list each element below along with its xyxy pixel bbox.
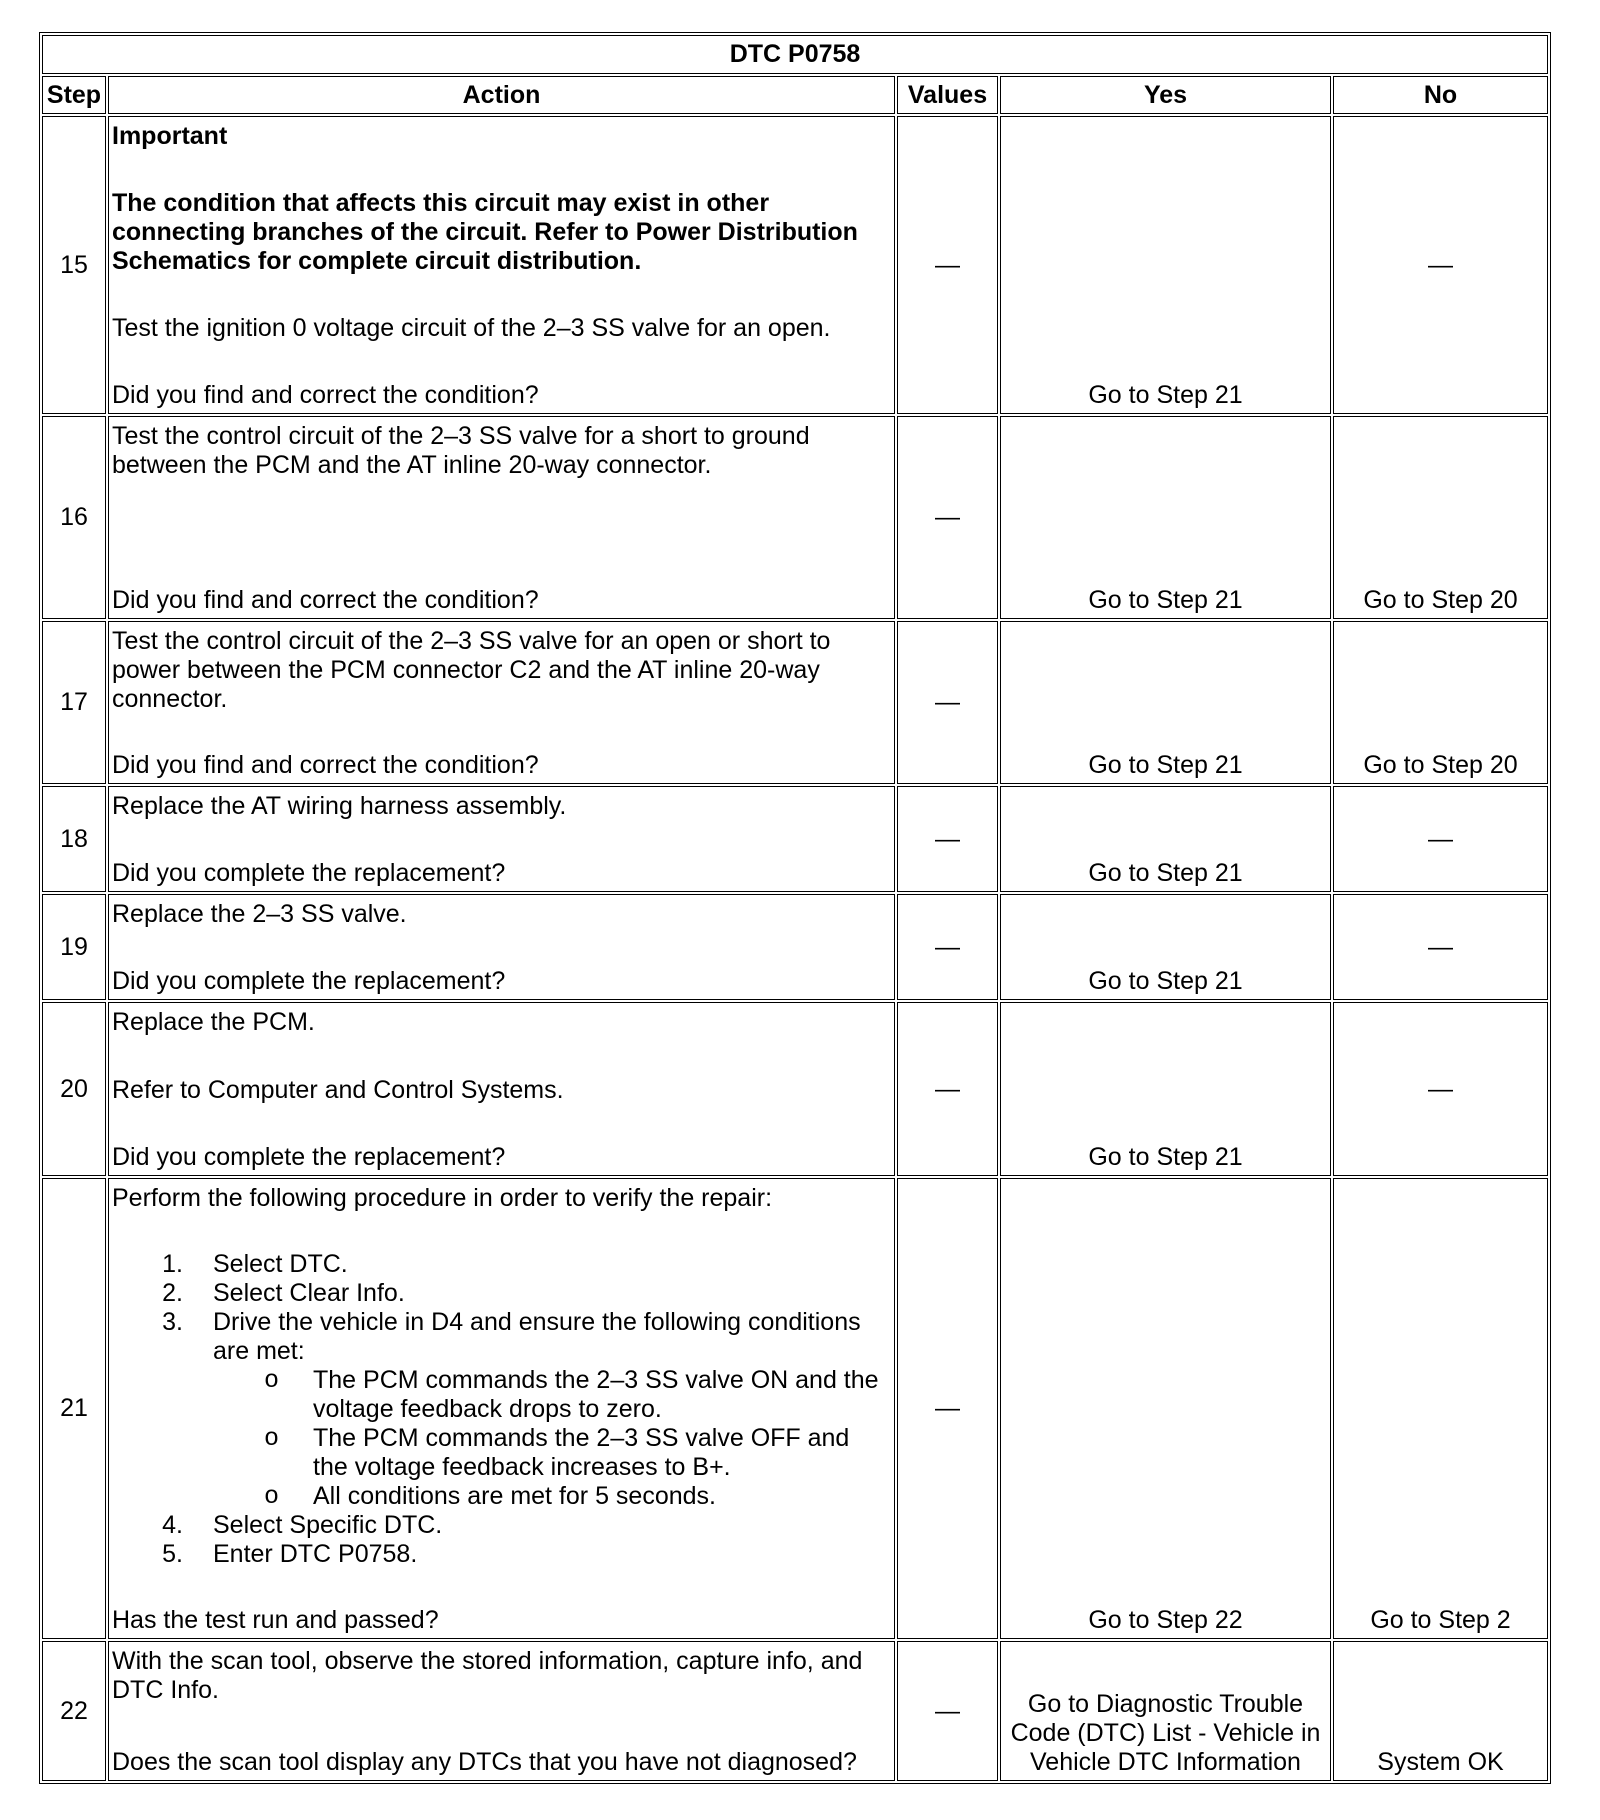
procedure-step	[112, 1511, 891, 1540]
header-action: Action	[108, 76, 895, 114]
row-19-action	[108, 894, 895, 1000]
action-text: Test the control circuit of the 2–3 SS valve for a short to ground between the PCM and the AT inline 20-way connector.	[112, 422, 810, 479]
row-17-no	[1333, 621, 1548, 784]
action-text: Refer to Computer and Control Systems.	[112, 1075, 564, 1104]
action-question: Did you complete the replacement?	[112, 859, 506, 887]
row-15-no: —	[1333, 116, 1548, 414]
bullet-icon: o	[264, 1424, 280, 1453]
row-18-yes	[1000, 786, 1331, 892]
action-text: Replace the PCM.	[112, 1008, 315, 1036]
row-16-values: —	[897, 416, 998, 619]
row-15-action	[108, 116, 895, 414]
row-16-yes-text: Go to Step 21	[1088, 586, 1243, 614]
row-19-yes-text: Go to Step 21	[1088, 967, 1243, 995]
action-text: With the scan tool, observe the stored information, capture info, and DTC Info.	[112, 1647, 863, 1704]
row-22-yes-text: Go to Diagnostic Trouble Code (DTC) List - Vehicle in Vehicle DTC Information	[1010, 1690, 1321, 1776]
row-17-action	[108, 621, 895, 784]
row-20-yes	[1000, 1002, 1331, 1176]
row-18-yes-text: Go to Step 21	[1088, 859, 1243, 887]
row-21-yes-text: Go to Step 22	[1088, 1606, 1243, 1634]
procedure-step	[112, 1279, 891, 1308]
procedure-step-number: 5.	[162, 1540, 183, 1568]
action-question: Did you complete the replacement?	[112, 1143, 506, 1171]
action-question: Did you find and correct the condition?	[112, 586, 539, 614]
header-yes: Yes	[1000, 76, 1331, 114]
row-22-no-text: System OK	[1377, 1748, 1504, 1776]
action-question: Does the scan tool display any DTCs that you have not diagnosed?	[112, 1748, 857, 1776]
action-question: Did you find and correct the condition?	[112, 381, 539, 409]
row-17-step: 17	[42, 621, 106, 784]
header-step: Step	[42, 76, 106, 114]
procedure-step-number: 1.	[162, 1250, 183, 1278]
condition-item	[213, 1366, 891, 1424]
condition-text: All conditions are met for 5 seconds.	[313, 1482, 716, 1510]
row-18-step: 18	[42, 786, 106, 892]
row-21-no-text: Go to Step 2	[1370, 1606, 1511, 1634]
condition-text: The PCM commands the 2–3 SS valve ON and the voltage feedback drops to zero.	[313, 1366, 879, 1423]
row-17-yes	[1000, 621, 1331, 784]
procedure-list	[112, 1250, 891, 1569]
dtc-table	[39, 32, 1551, 1784]
procedure-step-text: Select DTC.	[213, 1250, 348, 1278]
row-18-no: —	[1333, 786, 1548, 892]
action-text: Test the control circuit of the 2–3 SS valve for an open or short to power between the PCM connector C2 and the AT inline 20-way connector.	[112, 627, 831, 713]
row-19-yes	[1000, 894, 1331, 1000]
procedure-step	[112, 1308, 891, 1511]
action-text: Replace the 2–3 SS valve.	[112, 900, 407, 928]
row-15-yes-text: Go to Step 21	[1088, 381, 1243, 409]
row-20-no: —	[1333, 1002, 1548, 1176]
table-title-text: DTC P0758	[729, 40, 861, 68]
procedure-step-number: 4.	[162, 1511, 183, 1539]
row-22-action	[108, 1641, 895, 1781]
procedure-step-text: Enter DTC P0758.	[213, 1540, 418, 1568]
row-20-yes-text: Go to Step 21	[1088, 1143, 1243, 1171]
row-16-no-text: Go to Step 20	[1363, 586, 1518, 614]
row-20-step: 20	[42, 1002, 106, 1176]
row-21-values: —	[897, 1178, 998, 1639]
bullet-icon: o	[264, 1482, 280, 1511]
row-16-no	[1333, 416, 1548, 619]
important-label: Important	[112, 122, 228, 150]
row-17-values: —	[897, 621, 998, 784]
procedure-step	[112, 1540, 891, 1569]
row-22-no	[1333, 1641, 1548, 1781]
procedure-step-text: Select Clear Info.	[213, 1279, 405, 1307]
action-text: Replace the AT wiring harness assembly.	[112, 792, 567, 820]
procedure-step-text: Drive the vehicle in D4 and ensure the following conditions are met:	[213, 1308, 861, 1365]
action-text: Perform the following procedure in order to verify the repair:	[112, 1184, 773, 1212]
procedure-step-number: 3.	[162, 1308, 183, 1336]
row-19-step: 19	[42, 894, 106, 1000]
condition-text: The PCM commands the 2–3 SS valve OFF and the voltage feedback increases to B+.	[313, 1424, 850, 1481]
row-15-step: 15	[42, 116, 106, 414]
condition-list	[213, 1366, 891, 1511]
important-note: The condition that affects this circuit may exist in other connecting branches of the circuit. Refer to Power Distribution Schematics for complete circuit distribution.	[112, 189, 858, 275]
action-question: Did you complete the replacement?	[112, 967, 506, 995]
row-16-yes	[1000, 416, 1331, 619]
header-no: No	[1333, 76, 1548, 114]
row-18-values: —	[897, 786, 998, 892]
row-21-no	[1333, 1178, 1548, 1639]
action-text: Test the ignition 0 voltage circuit of the 2–3 SS valve for an open.	[112, 314, 831, 342]
row-22-step: 22	[42, 1641, 106, 1781]
row-22-values: —	[897, 1641, 998, 1781]
row-16-step: 16	[42, 416, 106, 619]
condition-item	[213, 1482, 891, 1511]
row-17-no-text: Go to Step 20	[1363, 751, 1518, 779]
bullet-icon: o	[264, 1366, 280, 1395]
row-21-action	[108, 1178, 895, 1639]
row-21-step: 21	[42, 1178, 106, 1639]
procedure-step	[112, 1250, 891, 1279]
table-title	[42, 35, 1548, 74]
header-values: Values	[897, 76, 998, 114]
row-15-values: —	[897, 116, 998, 414]
row-19-values: —	[897, 894, 998, 1000]
procedure-step-number: 2.	[162, 1279, 183, 1307]
row-22-yes	[1000, 1641, 1331, 1781]
row-18-action	[108, 786, 895, 892]
condition-item	[213, 1424, 891, 1482]
row-21-yes	[1000, 1178, 1331, 1639]
action-question: Did you find and correct the condition?	[112, 751, 539, 779]
row-19-no: —	[1333, 894, 1548, 1000]
row-17-yes-text: Go to Step 21	[1088, 751, 1243, 779]
row-20-values: —	[897, 1002, 998, 1176]
row-15-yes	[1000, 116, 1331, 414]
procedure-step-text: Select Specific DTC.	[213, 1511, 443, 1539]
action-question: Has the test run and passed?	[112, 1606, 439, 1634]
row-16-action	[108, 416, 895, 619]
row-20-action	[108, 1002, 895, 1176]
